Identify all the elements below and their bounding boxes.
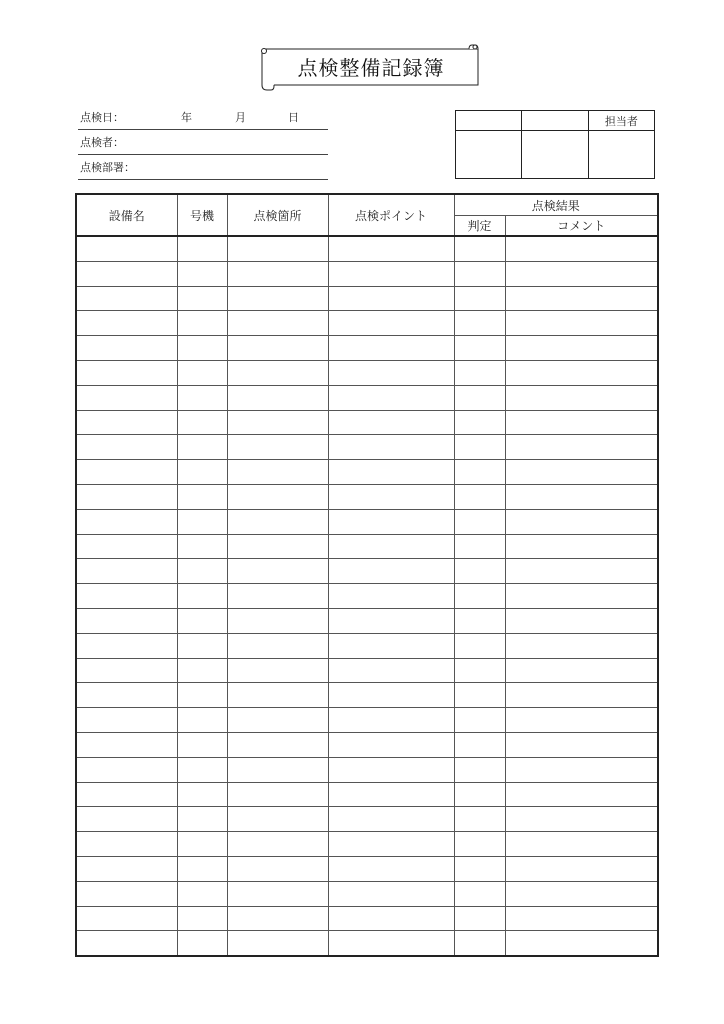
comment-cell[interactable] xyxy=(505,633,658,658)
inspection-point-cell[interactable] xyxy=(328,856,454,881)
comment-cell[interactable] xyxy=(505,584,658,609)
judgement-cell[interactable] xyxy=(454,534,505,559)
stamp-header-cell-1 xyxy=(456,111,522,131)
equipment-name-cell[interactable] xyxy=(76,608,177,633)
table-row xyxy=(76,757,658,782)
unit-number-cell[interactable] xyxy=(177,311,227,336)
comment-cell[interactable] xyxy=(505,832,658,857)
inspection-location-cell[interactable] xyxy=(227,336,328,361)
equipment-name-cell[interactable] xyxy=(76,559,177,584)
inspection-location-cell[interactable] xyxy=(227,584,328,609)
inspection-location-cell[interactable] xyxy=(227,286,328,311)
inspection-point-cell[interactable] xyxy=(328,311,454,336)
unit-number-cell[interactable] xyxy=(177,385,227,410)
comment-cell[interactable] xyxy=(505,360,658,385)
inspection-point-cell[interactable] xyxy=(328,683,454,708)
equipment-name-cell[interactable] xyxy=(76,732,177,757)
judgement-cell[interactable] xyxy=(454,881,505,906)
unit-number-cell[interactable] xyxy=(177,931,227,956)
equipment-name-cell[interactable] xyxy=(76,807,177,832)
comment-cell[interactable] xyxy=(505,286,658,311)
inspection-location-cell[interactable] xyxy=(227,435,328,460)
table-row xyxy=(76,261,658,286)
table-row xyxy=(76,559,658,584)
table-row xyxy=(76,410,658,435)
table-row xyxy=(76,286,658,311)
table-row xyxy=(76,435,658,460)
inspection-point-cell[interactable] xyxy=(328,460,454,485)
comment-cell[interactable] xyxy=(505,732,658,757)
inspection-location-cell[interactable] xyxy=(227,261,328,286)
comment-cell[interactable] xyxy=(505,236,658,261)
inspection-location-cell[interactable] xyxy=(227,559,328,584)
inspection-location-cell[interactable] xyxy=(227,385,328,410)
inspection-point-cell[interactable] xyxy=(328,584,454,609)
judgement-cell[interactable] xyxy=(454,856,505,881)
judgement-cell[interactable] xyxy=(454,460,505,485)
equipment-name-cell[interactable] xyxy=(76,658,177,683)
inspection-location-cell[interactable] xyxy=(227,658,328,683)
unit-number-cell[interactable] xyxy=(177,906,227,931)
inspection-location-cell[interactable] xyxy=(227,311,328,336)
judgement-cell[interactable] xyxy=(454,782,505,807)
inspection-location-cell[interactable] xyxy=(227,757,328,782)
unit-number-cell[interactable] xyxy=(177,757,227,782)
stamp-header-cell-2 xyxy=(522,111,588,131)
stamp-header-person-in-charge: 担当者 xyxy=(588,111,654,131)
table-row xyxy=(76,708,658,733)
equipment-name-cell[interactable] xyxy=(76,856,177,881)
header-inspection-result: 点検結果 xyxy=(454,194,658,216)
judgement-cell[interactable] xyxy=(454,559,505,584)
judgement-cell[interactable] xyxy=(454,484,505,509)
judgement-cell[interactable] xyxy=(454,584,505,609)
comment-cell[interactable] xyxy=(505,881,658,906)
comment-cell[interactable] xyxy=(505,534,658,559)
header-unit-number: 号機 xyxy=(177,194,227,236)
unit-number-cell[interactable] xyxy=(177,881,227,906)
inspection-record-table xyxy=(75,193,659,957)
equipment-name-cell[interactable] xyxy=(76,782,177,807)
unit-number-cell[interactable] xyxy=(177,484,227,509)
inspection-point-cell[interactable] xyxy=(328,559,454,584)
table-row xyxy=(76,584,658,609)
table-row xyxy=(76,534,658,559)
judgement-cell[interactable] xyxy=(454,360,505,385)
equipment-name-cell[interactable] xyxy=(76,311,177,336)
unit-number-cell[interactable] xyxy=(177,832,227,857)
comment-cell[interactable] xyxy=(505,708,658,733)
inspection-location-cell[interactable] xyxy=(227,509,328,534)
comment-cell[interactable] xyxy=(505,385,658,410)
judgement-cell[interactable] xyxy=(454,683,505,708)
judgement-cell[interactable] xyxy=(454,832,505,857)
comment-cell[interactable] xyxy=(505,484,658,509)
equipment-name-cell[interactable] xyxy=(76,460,177,485)
inspection-location-cell[interactable] xyxy=(227,732,328,757)
judgement-cell[interactable] xyxy=(454,807,505,832)
equipment-name-cell[interactable] xyxy=(76,509,177,534)
inspection-point-cell[interactable] xyxy=(328,410,454,435)
title-scroll xyxy=(258,44,482,92)
inspection-point-cell[interactable] xyxy=(328,881,454,906)
table-row xyxy=(76,658,658,683)
table-row xyxy=(76,931,658,956)
equipment-name-cell[interactable] xyxy=(76,708,177,733)
inspection-location-cell[interactable] xyxy=(227,236,328,261)
equipment-name-cell[interactable] xyxy=(76,261,177,286)
comment-cell[interactable] xyxy=(505,261,658,286)
record-rows xyxy=(76,236,658,956)
stamp-cell-2[interactable] xyxy=(522,131,588,179)
header-equipment-name: 設備名 xyxy=(76,194,177,236)
stamp-cell-3[interactable] xyxy=(588,131,654,179)
inspection-point-cell[interactable] xyxy=(328,484,454,509)
unit-number-cell[interactable] xyxy=(177,732,227,757)
judgement-cell[interactable] xyxy=(454,385,505,410)
comment-cell[interactable] xyxy=(505,608,658,633)
comment-cell[interactable] xyxy=(505,509,658,534)
unit-number-cell[interactable] xyxy=(177,584,227,609)
unit-number-cell[interactable] xyxy=(177,559,227,584)
inspection-location-cell[interactable] xyxy=(227,484,328,509)
comment-cell[interactable] xyxy=(505,559,658,584)
table-row xyxy=(76,509,658,534)
stamp-cell-1[interactable] xyxy=(456,131,522,179)
table-row xyxy=(76,832,658,857)
header-inspection-point: 点検ポイント xyxy=(328,194,454,236)
inspection-location-cell[interactable] xyxy=(227,906,328,931)
inspection-point-cell[interactable] xyxy=(328,261,454,286)
table-row xyxy=(76,782,658,807)
table-row xyxy=(76,311,658,336)
inspector-label: 点検者： xyxy=(80,136,124,149)
inspection-location-cell[interactable] xyxy=(227,360,328,385)
table-row xyxy=(76,856,658,881)
comment-cell[interactable] xyxy=(505,460,658,485)
inspection-location-cell[interactable] xyxy=(227,460,328,485)
table-row xyxy=(76,608,658,633)
table-row xyxy=(76,906,658,931)
equipment-name-cell[interactable] xyxy=(76,931,177,956)
unit-number-cell[interactable] xyxy=(177,856,227,881)
inspection-location-cell[interactable] xyxy=(227,608,328,633)
judgement-cell[interactable] xyxy=(454,906,505,931)
equipment-name-cell[interactable] xyxy=(76,683,177,708)
judgement-cell[interactable] xyxy=(454,757,505,782)
unit-number-cell[interactable] xyxy=(177,286,227,311)
judgement-cell[interactable] xyxy=(454,261,505,286)
inspection-point-cell[interactable] xyxy=(328,360,454,385)
comment-cell[interactable] xyxy=(505,410,658,435)
unit-number-cell[interactable] xyxy=(177,807,227,832)
comment-cell[interactable] xyxy=(505,435,658,460)
table-row xyxy=(76,807,658,832)
judgement-cell[interactable] xyxy=(454,732,505,757)
inspection-location-cell[interactable] xyxy=(227,856,328,881)
department-label: 点検部署： xyxy=(80,161,135,174)
equipment-name-cell[interactable] xyxy=(76,236,177,261)
unit-number-cell[interactable] xyxy=(177,336,227,361)
inspection-point-cell[interactable] xyxy=(328,658,454,683)
header-inspection-location: 点検箇所 xyxy=(227,194,328,236)
inspection-location-cell[interactable] xyxy=(227,881,328,906)
unit-number-cell[interactable] xyxy=(177,534,227,559)
comment-cell[interactable] xyxy=(505,856,658,881)
unit-number-cell[interactable] xyxy=(177,608,227,633)
inspection-point-cell[interactable] xyxy=(328,732,454,757)
header-judgement: 判定 xyxy=(454,216,505,237)
judgement-cell[interactable] xyxy=(454,336,505,361)
department-row xyxy=(78,157,328,180)
inspection-location-cell[interactable] xyxy=(227,807,328,832)
equipment-name-cell[interactable] xyxy=(76,633,177,658)
judgement-cell[interactable] xyxy=(454,608,505,633)
unit-number-cell[interactable] xyxy=(177,782,227,807)
comment-cell[interactable] xyxy=(505,311,658,336)
inspection-point-cell[interactable] xyxy=(328,807,454,832)
inspection-point-cell[interactable] xyxy=(328,385,454,410)
inspection-point-cell[interactable] xyxy=(328,608,454,633)
inspection-point-cell[interactable] xyxy=(328,832,454,857)
inspection-location-cell[interactable] xyxy=(227,410,328,435)
inspection-date-label: 点検日： xyxy=(80,111,124,124)
inspection-point-cell[interactable] xyxy=(328,236,454,261)
table-row xyxy=(76,236,658,261)
equipment-name-cell[interactable] xyxy=(76,435,177,460)
equipment-name-cell[interactable] xyxy=(76,410,177,435)
unit-number-cell[interactable] xyxy=(177,708,227,733)
judgement-cell[interactable] xyxy=(454,931,505,956)
month-unit: 月 xyxy=(235,111,246,124)
table-row xyxy=(76,683,658,708)
inspection-point-cell[interactable] xyxy=(328,931,454,956)
comment-cell[interactable] xyxy=(505,906,658,931)
inspector-row xyxy=(78,132,328,155)
unit-number-cell[interactable] xyxy=(177,633,227,658)
judgement-cell[interactable] xyxy=(454,509,505,534)
day-unit: 日 xyxy=(288,111,299,124)
equipment-name-cell[interactable] xyxy=(76,906,177,931)
comment-cell[interactable] xyxy=(505,336,658,361)
unit-number-cell[interactable] xyxy=(177,360,227,385)
equipment-name-cell[interactable] xyxy=(76,286,177,311)
unit-number-cell[interactable] xyxy=(177,236,227,261)
judgement-cell[interactable] xyxy=(454,410,505,435)
inspection-point-cell[interactable] xyxy=(328,708,454,733)
comment-cell[interactable] xyxy=(505,931,658,956)
judgement-cell[interactable] xyxy=(454,286,505,311)
header-comment: コメント xyxy=(505,216,658,237)
inspection-location-cell[interactable] xyxy=(227,708,328,733)
inspection-point-cell[interactable] xyxy=(328,757,454,782)
unit-number-cell[interactable] xyxy=(177,509,227,534)
table-row xyxy=(76,360,658,385)
inspection-point-cell[interactable] xyxy=(328,509,454,534)
inspection-location-cell[interactable] xyxy=(227,534,328,559)
inspection-point-cell[interactable] xyxy=(328,782,454,807)
inspection-location-cell[interactable] xyxy=(227,832,328,857)
table-row xyxy=(76,460,658,485)
inspection-location-cell[interactable] xyxy=(227,683,328,708)
equipment-name-cell[interactable] xyxy=(76,534,177,559)
judgement-cell[interactable] xyxy=(454,633,505,658)
inspection-point-cell[interactable] xyxy=(328,286,454,311)
inspection-location-cell[interactable] xyxy=(227,931,328,956)
judgement-cell[interactable] xyxy=(454,311,505,336)
unit-number-cell[interactable] xyxy=(177,658,227,683)
equipment-name-cell[interactable] xyxy=(76,336,177,361)
comment-cell[interactable] xyxy=(505,782,658,807)
table-row xyxy=(76,336,658,361)
approval-stamp-box xyxy=(455,110,655,179)
comment-cell[interactable] xyxy=(505,757,658,782)
equipment-name-cell[interactable] xyxy=(76,757,177,782)
table-row xyxy=(76,484,658,509)
inspection-point-cell[interactable] xyxy=(328,336,454,361)
judgement-cell[interactable] xyxy=(454,236,505,261)
inspection-location-cell[interactable] xyxy=(227,633,328,658)
unit-number-cell[interactable] xyxy=(177,460,227,485)
judgement-cell[interactable] xyxy=(454,435,505,460)
table-row xyxy=(76,633,658,658)
judgement-cell[interactable] xyxy=(454,708,505,733)
equipment-name-cell[interactable] xyxy=(76,881,177,906)
inspection-point-cell[interactable] xyxy=(328,435,454,460)
page-title: 点検整備記録簿 xyxy=(297,56,445,80)
year-unit: 年 xyxy=(181,111,192,124)
equipment-name-cell[interactable] xyxy=(76,385,177,410)
inspection-point-cell[interactable] xyxy=(328,534,454,559)
unit-number-cell[interactable] xyxy=(177,683,227,708)
comment-cell[interactable] xyxy=(505,683,658,708)
table-row xyxy=(76,732,658,757)
comment-cell[interactable] xyxy=(505,658,658,683)
inspection-location-cell[interactable] xyxy=(227,782,328,807)
inspection-point-cell[interactable] xyxy=(328,633,454,658)
equipment-name-cell[interactable] xyxy=(76,832,177,857)
unit-number-cell[interactable] xyxy=(177,435,227,460)
unit-number-cell[interactable] xyxy=(177,261,227,286)
inspection-point-cell[interactable] xyxy=(328,906,454,931)
unit-number-cell[interactable] xyxy=(177,410,227,435)
comment-cell[interactable] xyxy=(505,807,658,832)
equipment-name-cell[interactable] xyxy=(76,584,177,609)
table-row xyxy=(76,385,658,410)
table-row xyxy=(76,881,658,906)
inspection-date-row xyxy=(78,107,328,130)
equipment-name-cell[interactable] xyxy=(76,484,177,509)
equipment-name-cell[interactable] xyxy=(76,360,177,385)
judgement-cell[interactable] xyxy=(454,658,505,683)
